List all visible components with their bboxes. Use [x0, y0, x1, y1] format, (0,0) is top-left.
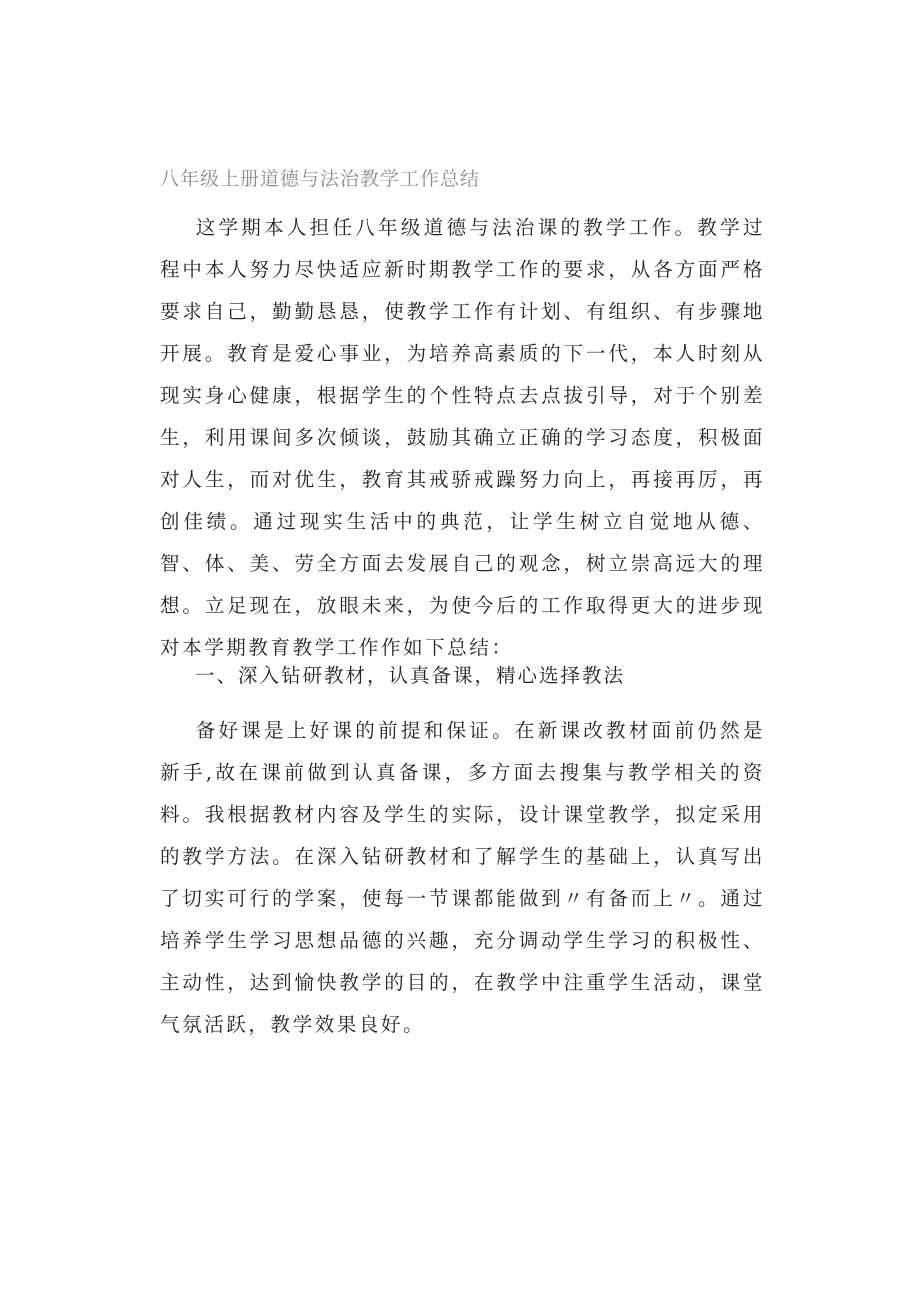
section-1-heading: 一、深入钻研教材，认真备课，精心选择教法 [195, 664, 626, 687]
intro-paragraph [160, 207, 765, 669]
section-1-paragraph-text: 备好课是上好课的前提和保证。在新课改教材面前仍然是新手,故在课前做到认真备课，多方面去搜集与教学相关的资料。我根据教材内容及学生的实际，设计课堂教学，拟定采用的教学方法。在深入钻研教材和了解学生的基础上，认真写出了切实可行的学案，使每一节课都能做到〃有备而上〃。通过培养学生学习思想品德的兴趣，充分调动学生学习的积极性、主动性，达到愉快教学的目的，在教学中注重学生活动，课堂气氛活跃，教学效果良好。 [160, 719, 765, 1036]
document-title: 八年级上册道德与法治教学工作总结 [160, 168, 481, 190]
section-1-paragraph [160, 710, 765, 1046]
intro-paragraph-text: 这学期本人担任八年级道德与法治课的教学工作。教学过程中本人努力尽快适应新时期教学工作的要求，从各方面严格要求自己，勤勤恳恳，使教学工作有计划、有组织、有步骤地开展。教育是爱心事业，为培养高素质的下一代，本人时刻从现实身心健康，根据学生的个性特点去点拔引导，对于个别差生，利用课间多次倾谈，鼓励其确立正确的学习态度，积极面对人生，而对优生，教育其戒骄戒躁努力向上，再接再厉，再创佳绩。通过现实生活中的典范，让学生树立自觉地从德、智、体、美、劳全方面去发展自己的观念，树立崇高远大的理想。立足现在，放眼未来，为使今后的工作取得更大的进步现对本学期教育教学工作作如下总结： [160, 216, 765, 659]
